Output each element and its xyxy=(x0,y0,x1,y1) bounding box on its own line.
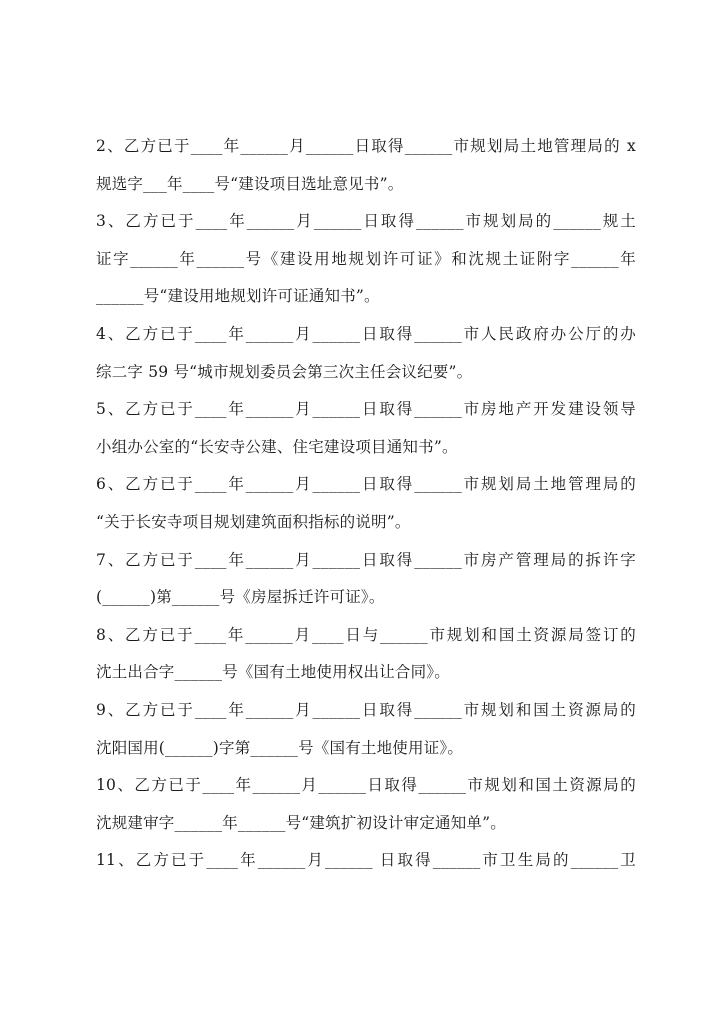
text-line: “关于长安寺项目规划建筑面积指标的说明”。 xyxy=(96,512,411,531)
text-line: 沈规建审字______年______号“建筑扩初设计审定通知单”。 xyxy=(96,813,506,832)
text-line: 综二字 59 号“城市规划委员会第三次主任会议纪要”。 xyxy=(96,362,473,381)
text-line: 沈土出合字______号《国有土地使用权出让合同》。 xyxy=(96,663,450,682)
text-line: ______号“建设用地规划许可证通知书”。 xyxy=(96,287,380,306)
text-line: 2、乙方已于____年______月______日取得______市规划局土地管理局的 x xyxy=(96,137,636,155)
text-line: 8、乙方已于____年______月____日与______市规划和国土资源局签订的 xyxy=(96,625,636,644)
text-line: 7、乙方已于____年______月______日取得______市房产管理局的拆许字 xyxy=(96,550,636,569)
text-line: 11、乙方已于____年______月______ 日取得______市卫生局的______卫 xyxy=(96,851,636,870)
text-line: 5、乙方已于____年______月______日取得______市房地产开发建设领导 xyxy=(96,400,636,419)
document-body xyxy=(96,128,636,880)
text-line: 10、乙方已于____年______月______日取得______市规划和国土资源局的 xyxy=(96,776,636,795)
text-line: 沈阳国用(______)字第______号《国有土地使用证》。 xyxy=(96,738,464,757)
text-line: 3、乙方已于____年______月______日取得______市规划局的______规土 xyxy=(96,212,636,231)
text-line: 小组办公室的“长安寺公建、住宅建设项目通知书”。 xyxy=(96,437,458,456)
text-line: 6、乙方已于____年______月______日取得______市规划局土地管理局的 xyxy=(96,475,636,494)
text-line: 4、乙方已于____年______月______日取得______市人民政府办公厅的办 xyxy=(96,324,636,343)
text-line: 证字______年______号《建设用地规划许可证》和沈规土证附字______年 xyxy=(96,249,636,268)
text-line: (______)第______号《房屋拆迁许可证》。 xyxy=(96,588,385,607)
text-line: 9、乙方已于____年______月______日取得______市规划和国土资源局的 xyxy=(96,700,636,719)
text-line: 规选字___年____号“建设项目选址意见书”。 xyxy=(96,174,404,193)
